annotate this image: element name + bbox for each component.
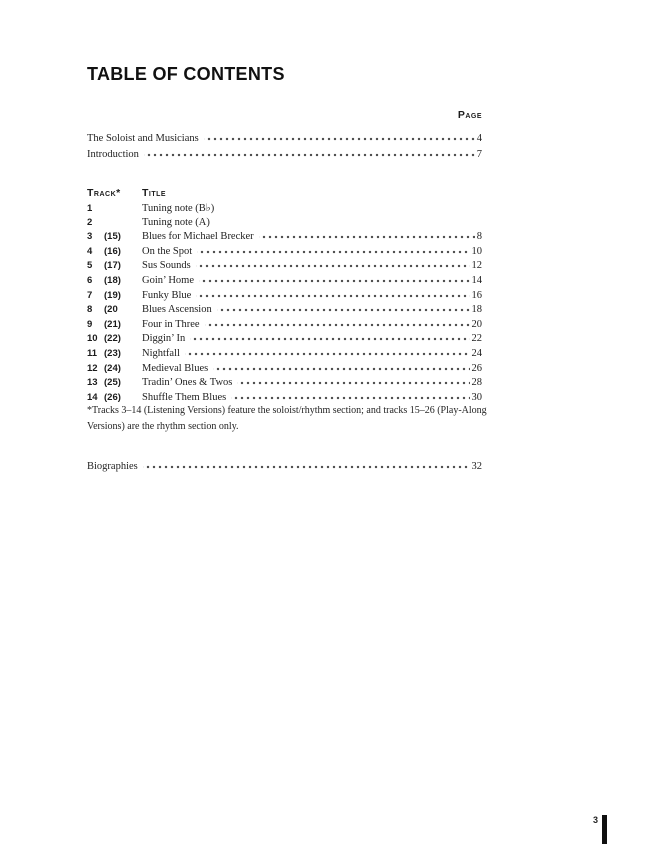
toc-entry [87, 131, 482, 147]
dot-leader [197, 244, 469, 254]
track-row [87, 331, 482, 346]
page-column-header-label: Page [457, 109, 482, 121]
track-rows [87, 202, 482, 404]
track-title: Medieval Blues [142, 362, 209, 374]
dot-leader [231, 390, 469, 400]
entry-page-number: 4 [476, 133, 482, 144]
entry-page-number: 24 [471, 347, 482, 359]
front-matter-list [87, 131, 482, 162]
track-row [87, 202, 482, 216]
track-title: Four in Three [142, 318, 200, 330]
page-title: TABLE OF CONTENTS [87, 64, 285, 84]
toc-entry [87, 459, 482, 475]
track-title: Tuning note (B♭) [142, 203, 215, 214]
entry-page-number: 26 [471, 362, 482, 374]
dot-leader [259, 229, 475, 239]
dot-leader [199, 273, 469, 283]
track-number: 9 [87, 318, 93, 330]
track-title: Sus Sounds [142, 260, 191, 272]
track-title: Tuning note (A) [142, 216, 210, 228]
entry-page-number: 14 [471, 274, 482, 286]
track-alt-number: (17) [104, 260, 121, 272]
entry-page-number: 22 [471, 333, 482, 345]
track-number: 2 [87, 216, 93, 228]
entry-page-number: 8 [476, 231, 482, 243]
track-title: Tradin’ Ones & Twos [142, 377, 233, 389]
track-number: 5 [87, 260, 93, 272]
track-alt-number: (22) [104, 333, 121, 345]
track-title: Nightfall [142, 347, 180, 359]
track-title: Blues for Michael Brecker [142, 231, 254, 243]
entry-label: Introduction [87, 148, 139, 160]
track-number: 14 [87, 391, 98, 403]
dot-leader [144, 147, 475, 157]
entry-page-number: 20 [471, 318, 482, 330]
track-number: 3 [87, 231, 93, 243]
title-column-header: Title [142, 187, 167, 199]
folio-page-number: 3 [592, 815, 598, 825]
track-row [87, 229, 482, 244]
footnote-line: *Tracks 3–14 (Listening Versions) feature the soloist/rhythm section; and tracks 15–26 (Play-Along [87, 405, 487, 416]
entry-page-number: 12 [471, 260, 482, 272]
track-number: 11 [87, 347, 98, 359]
track-table-header-row [87, 186, 482, 201]
dot-leader [190, 331, 469, 341]
track-alt-number: (25) [104, 377, 121, 389]
track-alt-number: (16) [104, 245, 121, 257]
track-table [87, 186, 482, 404]
track-number: 4 [87, 245, 93, 257]
track-row [87, 216, 482, 230]
dot-leader [196, 288, 469, 298]
dot-leader [205, 317, 470, 327]
footnote [87, 403, 507, 434]
track-number: 8 [87, 304, 93, 316]
entry-label: The Soloist and Musicians [87, 133, 199, 144]
track-title: On the Spot [142, 245, 193, 257]
track-alt-number: (23) [104, 347, 121, 359]
entry-page-number: 18 [471, 304, 482, 316]
track-number: 10 [87, 333, 98, 345]
track-title: Funky Blue [142, 289, 192, 301]
toc-entry [87, 147, 482, 163]
entry-page-number: 7 [476, 148, 482, 160]
track-row [87, 346, 482, 361]
track-title: Diggin’ In [142, 333, 186, 345]
track-title: Blues Ascension [142, 304, 212, 316]
track-row [87, 258, 482, 273]
track-title: Goin’ Home [142, 274, 195, 286]
biographies-section [87, 459, 482, 475]
track-column-header: Track* [87, 187, 121, 199]
track-alt-number: (15) [104, 231, 121, 243]
entry-page-number: 10 [471, 245, 482, 257]
track-alt-number: (18) [104, 274, 121, 286]
footnote-line: Versions) are the rhythm section only. [87, 420, 239, 432]
track-row [87, 244, 482, 259]
dot-leader [237, 375, 469, 385]
track-row [87, 288, 482, 303]
track-number: 6 [87, 274, 93, 286]
track-alt-number: (24) [104, 362, 121, 374]
track-title: Shuffle Them Blues [142, 391, 227, 403]
dot-leader [213, 361, 469, 371]
track-alt-number: (21) [104, 318, 121, 330]
track-row [87, 317, 482, 332]
page-column-header [87, 105, 482, 123]
track-alt-number: (26) [104, 391, 121, 403]
entry-page-number: 28 [471, 377, 482, 389]
printer-edge-mark [602, 815, 607, 844]
entry-page-number: 32 [471, 461, 482, 472]
track-row [87, 273, 482, 288]
track-number: 12 [87, 362, 98, 374]
track-alt-number: (19) [104, 289, 121, 301]
track-alt-number: (20 [104, 304, 118, 316]
dot-leader [196, 258, 470, 268]
track-number: 13 [87, 377, 98, 389]
track-number: 1 [87, 203, 93, 214]
dot-leader [143, 459, 470, 469]
track-number: 7 [87, 289, 93, 301]
entry-page-number: 16 [471, 289, 482, 301]
entry-page-number: 30 [471, 391, 482, 403]
dot-leader [217, 302, 470, 312]
dot-leader [204, 131, 475, 141]
track-row [87, 375, 482, 390]
entry-label: Biographies [87, 461, 138, 472]
dot-leader [185, 346, 470, 356]
track-row [87, 361, 482, 376]
track-row [87, 302, 482, 317]
